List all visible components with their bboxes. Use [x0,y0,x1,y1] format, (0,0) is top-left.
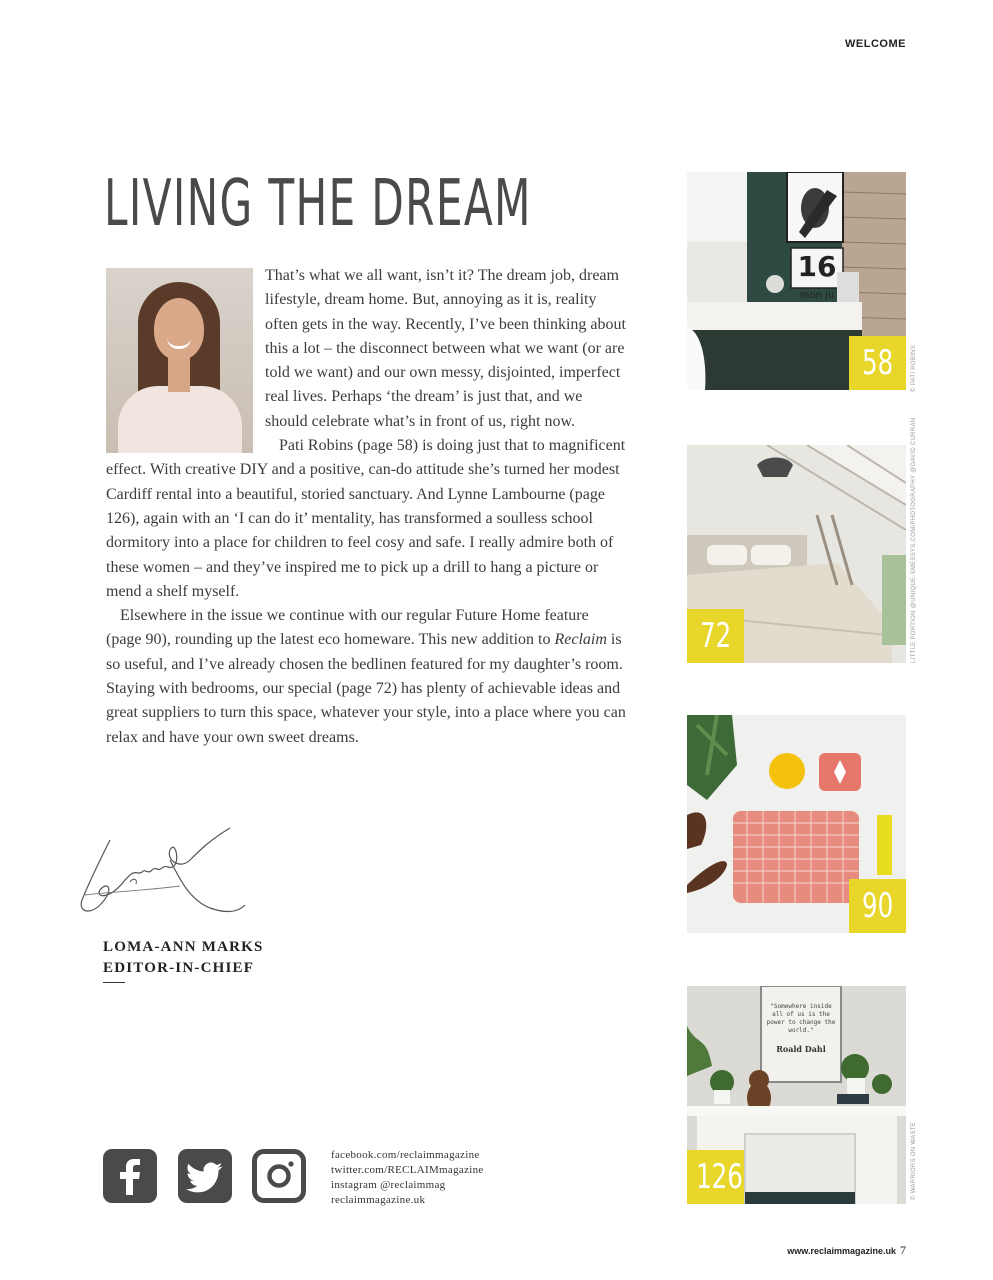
social-links [331,1148,484,1208]
thumbnail-bedroom[interactable] [687,445,906,663]
page-badge: 58 [849,336,906,390]
thumbnail-homeware[interactable] [687,715,906,933]
editor-signature [70,820,250,925]
photo-credit: © WARRIORS ON WASTE [911,1121,917,1200]
paragraph-2: Pati Robins (page 58) is doing just that to magnificent effect. With creative DIY and a positive, can-do attitude she’s turned her modest Cardiff rental into a beautiful, storied sanctuary. And Lynne Lambourne (page 126), again with an ‘I can do it’ mentality, has transformed a soulless school dormitory into a place for children to feel cosy and safe. I really admire both of these women – and they’ve inspired me to pick up a drill to hang a picture or mend a shelf myself. [106,437,626,600]
divider [103,982,125,983]
instagram-link[interactable]: instagram @reclaimmag [331,1179,446,1191]
facebook-icon[interactable] [103,1149,157,1203]
svg-text:all of us is the: all of us is the [772,1011,830,1018]
website-link[interactable]: reclaimmagazine.uk [331,1194,426,1206]
thumbnail-mantelpiece[interactable] [687,986,906,1204]
svg-text:"Somewhere inside: "Somewhere inside [770,1003,832,1010]
instagram-icon[interactable] [252,1149,306,1203]
twitter-link[interactable]: twitter.com/RECLAIMmagazine [331,1164,484,1176]
photo-credit: © PATI ROBINS [911,344,917,392]
calendar-days: mon ju [799,290,835,301]
twitter-icon[interactable] [178,1149,232,1203]
photo-credit: LITTLE PORTION @UNIQUE-SMESSYS.COM/PHOTOGRAPHY @DAVID CURRAN [911,417,917,663]
svg-text:power to change the: power to change the [766,1019,836,1026]
editor-signoff [103,937,264,979]
quote-author: Roald Dahl [776,1044,826,1054]
editor-name: LOMA-ANN MARKS [103,939,264,955]
page-badge: 126 [687,1150,744,1204]
page-number: 7 [900,1243,906,1257]
svg-text:world.": world." [788,1027,814,1034]
calendar-number: 16 [797,250,837,283]
page-badge: 72 [687,609,744,663]
section-label: WELCOME [845,38,906,50]
page-title: LIVING THE DREAM [104,167,532,241]
facebook-link[interactable]: facebook.com/reclaimmagazine [331,1149,480,1161]
thumbnail-workspace[interactable] [687,172,906,390]
page-footer [700,1243,906,1258]
editorial-body [106,264,626,750]
paragraph-1: That’s what we all want, isn’t it? The dream job, dream lifestyle, dream home. But, annoying as it is, reality often gets in the way. Recently, I’ve been thinking about this a lot – the disconnect between what we want (or are told we want) and our own messy, disjointed, imperfect real lives. Perhaps ‘the dream’ is just that, and we should celebrate what’s in front of us, right now. [265,267,626,430]
footer-url[interactable]: www.reclaimmagazine.uk [787,1246,896,1256]
paragraph-3: Elsewhere in the issue we continue with our regular Future Home feature (page 90), rounding up the latest eco homeware. This new addition to Reclaim is so useful, and I’ve already chosen the bedlinen featured for my daughter’s room. Staying with bedrooms, our special (page 72) has plenty of achievable ideas and great suppliers to turn this space, whatever your style, into a place where you can relax and have your own sweet dreams. [106,607,626,746]
editor-portrait-image [106,268,253,453]
magazine-name: Reclaim [554,631,607,649]
editor-role: EDITOR-IN-CHIEF [103,960,255,976]
page-badge: 90 [849,879,906,933]
